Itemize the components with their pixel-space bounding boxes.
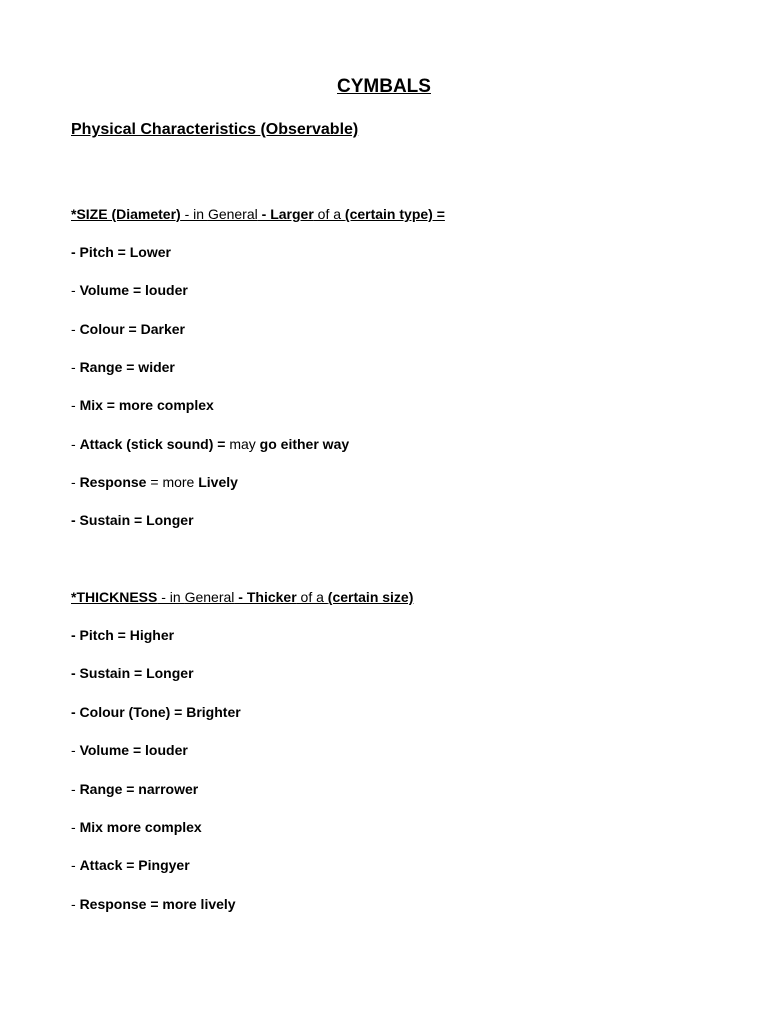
item-text-run: - Pitch = Lower: [71, 244, 171, 260]
item-text-run: -: [71, 742, 80, 759]
item-text-run: may: [229, 435, 260, 452]
heading-run: *THICKNESS: [71, 589, 158, 605]
item-text-run: -: [71, 358, 80, 375]
size-item: [71, 397, 214, 413]
item-text-run: Volume = louder: [79, 742, 188, 759]
item-text-run: Mix more complex: [79, 819, 202, 835]
item-text-run: -: [71, 857, 80, 874]
thickness-item: [71, 665, 194, 681]
item-text-run: Colour = Darker: [79, 320, 185, 337]
heading-run: General: [207, 206, 258, 222]
size-item: [71, 359, 175, 375]
item-text-run: Lively: [198, 473, 238, 490]
item-text-run: -: [71, 320, 80, 337]
size-item: [71, 512, 194, 528]
heading-run: General: [184, 589, 235, 605]
heading-run: (certain size): [327, 589, 414, 605]
thickness-item: [71, 627, 174, 643]
item-text-run: = more: [146, 473, 199, 490]
document-title: CYMBALS: [337, 76, 431, 97]
size-item: [71, 436, 349, 452]
item-text-run: Range = wider: [79, 358, 175, 375]
heading-run: - in: [180, 206, 208, 222]
heading-run: of a: [296, 589, 328, 605]
heading-run: - Thicker: [234, 589, 297, 605]
thickness-item: [71, 781, 198, 797]
size-item: [71, 282, 188, 298]
size-item: [71, 244, 171, 260]
thickness-section-heading: [71, 589, 413, 605]
thickness-item: [71, 704, 241, 720]
thickness-item: [71, 742, 188, 758]
size-item: [71, 474, 238, 490]
item-text-run: - Colour (Tone) = Brighter: [71, 703, 241, 720]
item-text-run: Attack = Pingyer: [79, 857, 190, 874]
item-text-run: Volume = louder: [79, 282, 188, 299]
heading-run: - in: [157, 589, 185, 605]
item-text-run: Attack (stick sound) =: [79, 435, 230, 452]
item-text-run: -: [71, 473, 80, 490]
item-text-run: Mix = more complex: [79, 397, 214, 414]
item-text-run: -: [71, 819, 80, 835]
item-text-run: - Pitch = Higher: [71, 627, 175, 643]
item-text-run: - Sustain = Longer: [71, 665, 194, 682]
item-text-run: -: [71, 397, 80, 414]
size-section-heading: [71, 206, 445, 222]
item-text-run: -: [71, 780, 80, 797]
size-item: [71, 321, 185, 337]
heading-run: of a: [313, 206, 345, 222]
item-text-run: Response = more lively: [79, 895, 236, 912]
item-text-run: -: [71, 282, 80, 299]
thickness-item: [71, 857, 190, 873]
document-subtitle: Physical Characteristics (Observable): [71, 121, 359, 138]
thickness-item: [71, 896, 236, 912]
heading-run: (certain type) =: [344, 206, 445, 222]
item-text-run: -: [71, 895, 80, 912]
heading-run: *SIZE (Diameter): [71, 206, 181, 222]
thickness-item: [71, 819, 202, 835]
item-text-run: -: [71, 435, 80, 452]
item-text-run: Response: [79, 473, 147, 490]
item-text-run: go either way: [259, 435, 350, 452]
item-text-run: - Sustain = Longer: [71, 512, 194, 529]
heading-run: - Larger: [257, 206, 314, 222]
item-text-run: Range = narrower: [79, 780, 199, 797]
